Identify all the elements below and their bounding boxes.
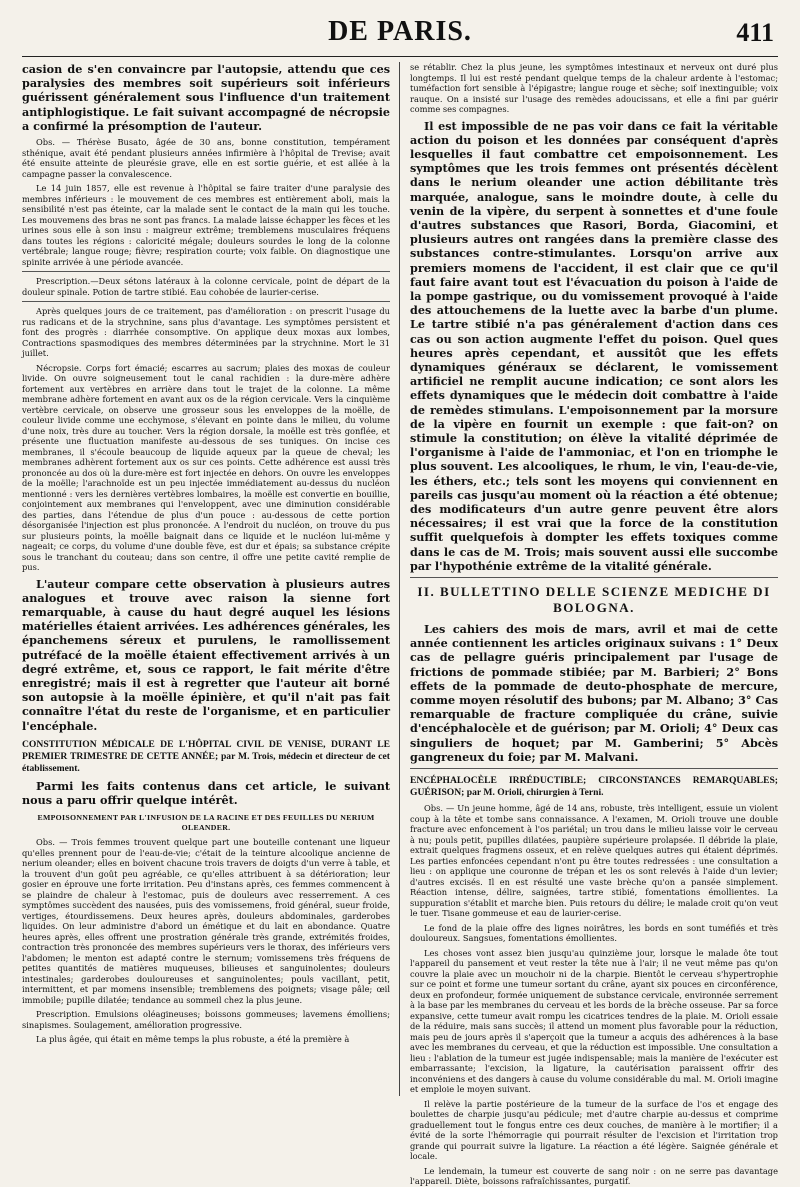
divider <box>22 271 390 272</box>
running-title: DE PARIS. <box>328 16 472 47</box>
prescription: Prescription. Emulsions oléagineuses; boissons gommeuses; lavemens émolliens; sinapismes. Soulagement, amélioration progressive. <box>22 1009 390 1030</box>
journal-page <box>22 10 778 1187</box>
page-header <box>22 10 778 57</box>
divider <box>22 301 390 302</box>
paragraph: Il relève la partie postérieure de la tumeur de la surface de l'os et engage des boulettes de charpie jusqu'au pédicule; met d'autre charpie au-dessus et comprime graduellement tout le fongus entre ces deux couches, de manière à le mortifier; il a évité de la sorte l'hémorragie qui pourrait résulter de l'excision et l'irritation trop grande qui pourrait suivre la ligature. La réaction a été légère. Saignée générale et locale. <box>410 1098 778 1162</box>
paragraph: se rétablir. Chez la plus jeune, les symptômes intestinaux et nerveux ont duré plus longtemps. Il lui est resté pendant quelque temps de la chaleur ardente à l'estomac; tuméfaction fort sensible à l'épigastre; langue rouge et sèche; soif inextinguible; voix rauque. On a insisté sur l'usage des remèdes adoucissans, et elle a fini par guérir comme ses compagnes. <box>410 62 778 114</box>
paragraph: L'auteur compare cette observation à plusieurs autres analogues et trouve avec raison la sienne fort remarquable, à cause du haut degré auquel les lésions matérielles étaient arrivées. Les adhérences générales, les épanchemens séreux et purulens, le ramollissement putréfacé de la moëlle étaient effectivement arrivés à un degré extrême, et, sous ce rapport, le fait mérite d'être enregistré; mais il est à regretter que l'auteur ait borné son autopsie à la moëlle épinière, et qu'il n'ait pas fait connaître l'état du reste de l'organisme, et en particulier l'encéphale. <box>22 576 390 733</box>
paragraph: Parmi les faits contenus dans cet article, le suivant nous a paru offrir quelque intérêt. <box>22 778 390 807</box>
section-heading: CONSTITUTION MÉDICALE DE L'HÔPITAL CIVIL DE VENISE, DURANT LE PREMIER TRIMESTRE DE CETTE ANNÉE; par M. Trois, médecin et directeur de cet établissement. <box>22 738 390 774</box>
right-column <box>410 62 778 1187</box>
observation: Obs. — Thérèse Busato, âgée de 30 ans, bonne constitution, tempérament sthénique, avait été pendant plusieurs années infirmière à l'hôpital de Trevise; avait été ensuite atteinte de pleurésie grave, elle en est sortie guérie, et est allée à la campagne passer la convalescence. <box>22 137 390 179</box>
left-column <box>22 62 390 1096</box>
observation: Obs. — Un jeune homme, âgé de 14 ans, robuste, très intelligent, essuie un violent coup à la tête et tombe sans connaissance. A l'examen, M. Orioli trouve une double fracture avec enfoncement à l'os pariétal; un trou dans le milieu laisse voir le cerveau à nu; pouls petit, pupilles dilatées, paupière supérieure prolapsée. Il débride la plaie, extrait quelques fragmens osseux, et en relève quelques autres qui étaient déprimés. Les parties enfoncées cependant n'ont pu être toutes redressées : une consultation a lieu : on applique une couronne de trépan et les os sont relevés à l'aide d'un levier; d'autres excisés. Il en est résulté une vaste brèche qu'on a pansée simplement. Réaction intense, délire, saignées, tartre stibié, fomentations émollientes. La suppuration s'établit et marche bien. Puis retours du délire; le malade croit qu'on veut le tuer. Tisane gommeuse et eau de laurier-cerise. <box>410 803 778 919</box>
paragraph: Après quelques jours de ce traitement, pas d'amélioration : on prescrit l'usage du rus radicans et de la strychnine, sans plus d'avantage. Les symptômes persistent et font des progrès : diarrhée consomptive. On applique deux moxas aux lombes, Contractions spasmodiques des membres déterminées par la strychnine. Mort le 31 juillet. <box>22 306 390 359</box>
section-heading: II. BULLETTINO DELLE SCIENZE MEDICHE DI BOLOGNA. <box>417 584 771 615</box>
section-heading: ENCÉPHALOCÈLE IRRÉDUCTIBLE; CIRCONSTANCES REMARQUABLES; GUÉRISON; par M. Orioli, chirurgien à Terni. <box>410 775 778 799</box>
subsection-heading: EMPOISONNEMENT PAR L'INFUSION DE LA RACINE ET DES FEUILLES DU NERIUM OLEANDER. <box>37 813 375 833</box>
paragraph: La plus âgée, qui était en même temps la plus robuste, a été la première à <box>36 1034 350 1045</box>
divider <box>410 768 778 769</box>
divider <box>410 577 778 578</box>
paragraph: casion de s'en convaincre par l'autopsie, attendu que ces paralysies des membres soit supérieurs soit inférieurs guérissent généralement sous l'influence d'un traitement antiphlogistique. Le fait suivant accompagné de nécropsie a confirmé la présomption de l'auteur. <box>22 62 390 133</box>
page-number: 411 <box>736 18 774 47</box>
paragraph: Le 14 juin 1857, elle est revenue à l'hôpital se faire traiter d'une paralysie des membres inférieurs : le mouvement de ces membres est entièrement aboli, mais la sensibilité n'est pas éteinte, car la malade sent le contact de la main qui les touche. Les mouvemens des bras ne sont pas francs. La malade laisse échapper les fèces et les urines sous elle à son insu : maigreur extrême; tremblemens musculaires fréquens dans toutes les régions : caloricité mégale; douleurs sourdes le long de la colonne vertébrale; langue rouge; fièvre; respiration courte; voix faible. On diagnostique une spinite arrivée à une période avancée. <box>22 183 390 267</box>
paragraph: Le lendemain, la tumeur est couverte de sang noir : on ne serre pas davantage l'appareil. Diète, boissons rafraîchissantes, purgatif. <box>410 1165 778 1187</box>
paragraph: Les cahiers des mois de mars, avril et mai de cette année contiennent les articles originaux suivans : 1° Deux cas de pellagre guéris principalement par l'usage de frictions de pommade stibiée; par M. Barbieri; 2° Bons effets de la pommade de deuto-phosphate de mercure, comme moyen résolutif des bubons; par M. Albano; 3° Cas remarquable de fracture compliquée du crâne, suivie d'encéphalocèle et de guérison; par M. Orioli; 4° Deux cas singuliers de hoquet; par M. Gamberini; 5° Abcès gangreneux du foie; par M. Malvani. <box>410 622 778 764</box>
paragraph: Il est impossible de ne pas voir dans ce fait la véritable action du poison et les données par conséquent d'après lesquelles il faut combattre cet empoisonnement. Les symptômes que les trois femmes ont présentés décèlent dans le nerium oleander une action débilitante très marquée, analogue, sans le moindre doute, à celle du venin de la vipère, du serpent à sonnettes et d'une foule d'autres substances que Rasori, Borda, Giacomini, et plusieurs autres ont rangées dans la première classe des substances contre-stimulantes. Lorsqu'on arrive aux premiers momens de l'accident, il est clair que ce qu'il faut faire avant tout est l'évacuation du poison à l'aide de la pompe gastrique, ou du vomissement provoqué à l'aide des attouchemens de la luette avec la barbe d'un plume. Le tartre stibié n'a pas généralement d'action dans ces cas ou son action augmente l'effet du poison. Quel ques heures après cependant, et aussitôt que les effets dynamiques généraux se déclarent, le vomissement artificiel ne remplit aucune indication; ce sont alors les effets dynamiques que le médecin doit combattre à l'aide de remèdes stimulans. L'empoisonnement par la morsure de la vipère en fournit un exemple : que fait-on? on stimule la constitution; on élève la vitalité déprimée de l'organisme à l'aide de l'ammoniac, et l'on en triomphe le plus souvent. Les alcooliques, le rhum, le vin, l'eau-de-vie, les éthers, etc.; tels sont les moyens qui conviennent en pareils cas jusqu'au moment où la réaction a été obtenue; des modificateurs d'un autre genre peuvent être alors nécessaires; il est vrai que la force de la constitution suffit quelquefois à dompter les effets toxiques comme dans le cas de M. Trois; mais souvent aussi elle succombe par l'hypothénie extrême de la vitalité générale. <box>410 118 778 573</box>
paragraph: Le fond de la plaie offre des lignes noirâtres, les bords en sont tuméfiés et très douloureux. Sangsues, fomentations émollientes. <box>410 922 778 944</box>
necropsy: Nécropsie. Corps fort émacié; escarres au sacrum; plaies des moxas de couleur livide. On ouvre soigneusement tout le canal rachidien : la dure-mère adhère fortement aux vertèbres en arrière dans tout le trajet de la colonne. La même membrane adhère fortement en avant aux os de la région cervicale. Vers la cinquième vertèbre cervicale, on observe une grosseur sous les enveloppes de la moëlle, de couleur livide comme une ecchymose, s'élevant en pointe dans le milieu, du volume d'une noix, très dure au toucher. Vers la région dorsale, la moëlle est très gonflée, et présente une fluctuation manifeste au-dessous de ses tuniques. On incise ces membranes, il s'écoule beaucoup de liquide aqueux par la queue de cheval; les membranes adhèrent fortement aux os sur ces points. Cette adhérence est aussi très prononcée au dos où la dure-mère est fort injectée en dehors. On ouvre les enveloppes de la moëlle; l'arachnoïde est un peu injectée immédiatement au-dessus du nucléon mentionné : vers les dernières vertèbres lombaires, la moëlle est convertie en bouillie, conjointement aux membranes qui l'enveloppent, avec une diminution considérable des parties, dans l'étendue de plus d'un pouce : au-dessous de cette portion désorganisée l'injection est plus prononcée. A l'endroit du nucléon, on trouve du pus sur plusieurs points, la moëlle baignait dans ce liquide et le nucléon lui-même y nageait; ce corps, du volume d'une double fève, est dur et épais; sa substance crépite sous le tranchant du couteau; dans son centre, il offre une petite cavité remplie de pus. <box>22 362 390 573</box>
paragraph: Les choses vont assez bien jusqu'au quinzième jour, lorsque le malade ôte tout l'appareil du pansement et veut rester la tête nue à l'air; il ne veut même pas qu'on couvre la plaie avec un mouchoir ni de la charpie. Bientôt le cerveau s'hypertrophie sur ce point et forme une tumeur sortant du crâne, ayant six pouces en circonférence, deux en profondeur, formée uniquement de substance cervicale, environnée serrement à la base par les membranes du cerveau et les bords de la brèche osseuse. Par sa force expansive, cette tumeur avait rompu les cicatrices tendres de la plaie. M. Orioli essaie de la réduire, mais sans succès; il attend un moment plus favorable pour la réduction, mais peu de jours après il s'aperçoit que la tumeur a acquis des adhérences à la base avec les membranes du cerveau, et que la réduction est impossible. Une consultation a lieu : l'ablation de la tumeur est jugée indispensable; mais la manière de l'exécuter est embarrassante; l'excision, la ligature, la cautérisation paraissent offrir des inconvéniens et des dangers à cause du volume considérable du mal. M. Orioli imagine et emploie le moyen suivant. <box>410 947 778 1095</box>
prescription: Prescription.—Deux sétons latéraux à la colonne cervicale, point de départ de la douleur spinale. Potion de tartre stibié. Eau cohobée de laurier-cerise. <box>22 276 390 297</box>
columns <box>22 62 778 1187</box>
observation: Obs. — Trois femmes trouvent quelque part une bouteille contenant une liqueur qu'elles prennent pour de l'eau-de-vie; c'était de la teinture alcoolique ancienne de nerium oleander; elles en boivent chacune trois travers de doigts d'un verre à table, et la trouvent d'un goût peu agréable, ce qu'elles attribuent à sa détérioration; leur gosier en éprouve une forte irritation. Peu d'instans après, ces femmes commencent à se plaindre de chaleur à l'estomac, puis de douleurs avec resserrement. A ces symptômes succèdent des nausées, puis des vomissemens, froid général, sueur froide, vertiges, étourdissemens. Deux heures après, douleurs abdominales, garderobes liquides. On leur administre d'abord un émétique et du lait en abondance. Quatre heures après, elles offrent une prostration générale très grande, extrémités froides, contraction très prononcée des membres supérieurs vers le thorax, des inférieurs vers l'abdomen; le menton est adapté contre le sternum; vomissemens très fréquens de petites quantités de matières muqueuses, bilieuses et sanguinolentes; douleurs intestinales; garderobes douloureuses et sanguinolentes; pouls vacillant, petit, intermittent, et par momens insensible; tremblemens des poignets; visage pâle; œil immobile; pupille dilatée; tendance au sommeil chez la plus jeune. <box>22 837 390 1005</box>
